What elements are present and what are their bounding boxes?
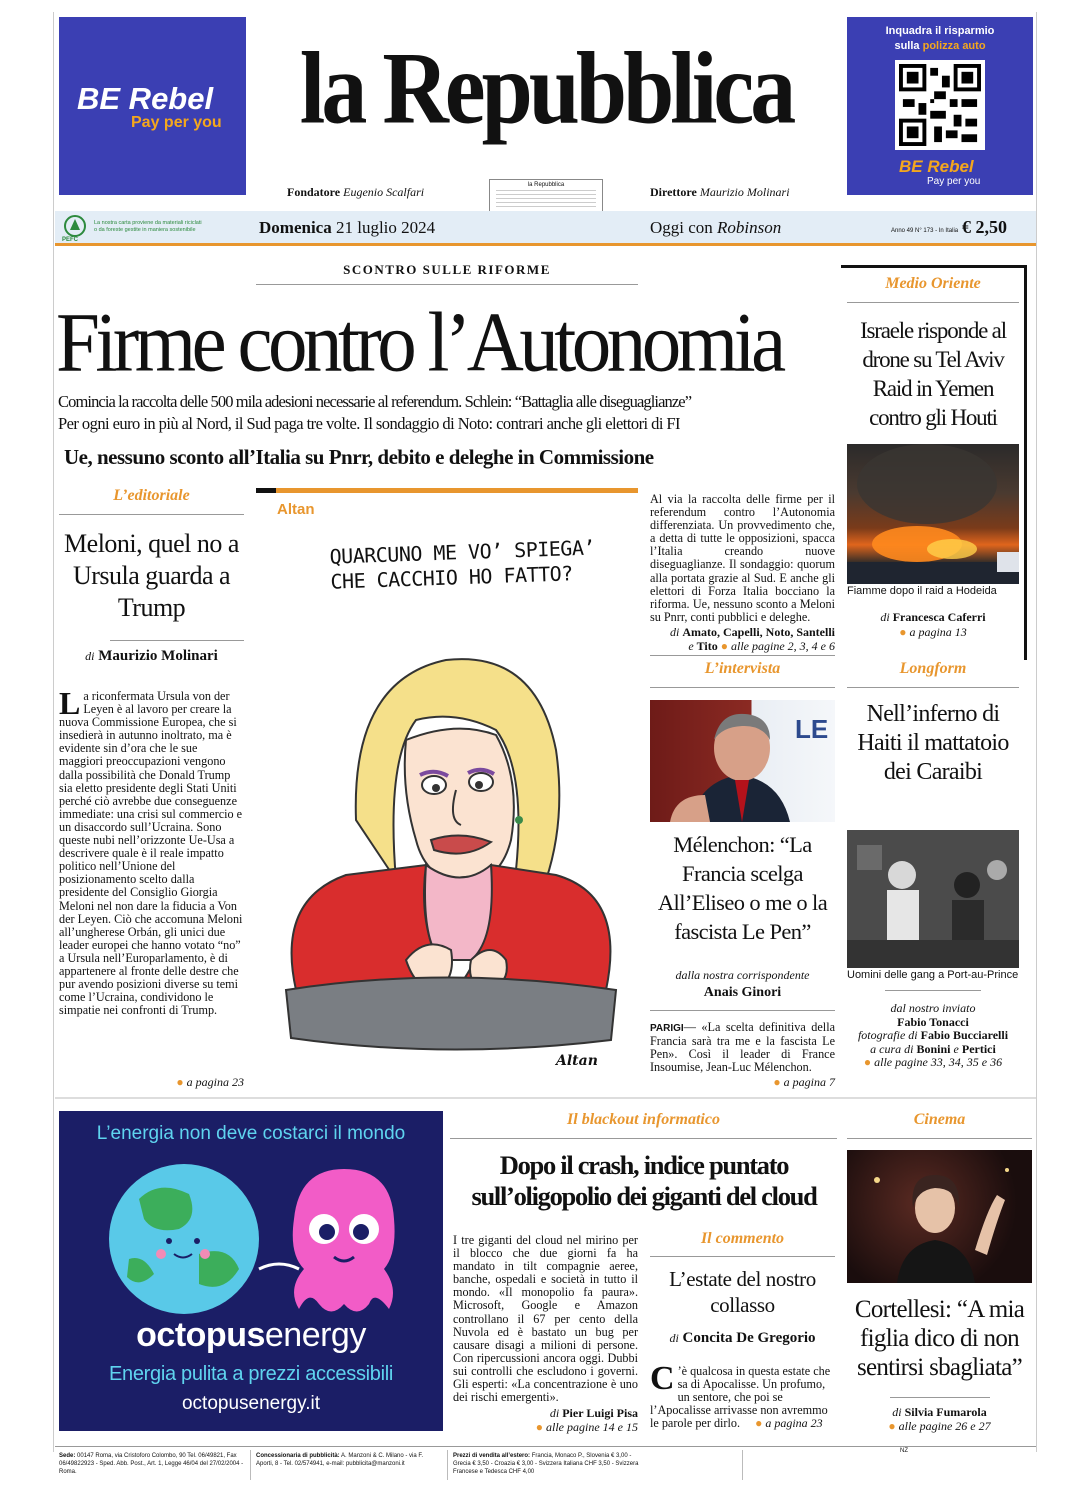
left-frame xyxy=(53,12,54,1452)
comment-page: a pagina 23 xyxy=(765,1416,823,1431)
orange-dot-icon: ● xyxy=(176,1075,184,1089)
lead-body-rule xyxy=(650,655,835,656)
interview-body-text: — «La scelta definitiva della Francia sarà tra me e la fascista Le Pen». Così il leader di France Insoumise, Jean-Luc Mélenchon. xyxy=(650,1020,835,1075)
ad-rebel-right[interactable] xyxy=(847,17,1033,195)
founder-line xyxy=(287,185,424,200)
octopus-brand xyxy=(59,1316,443,1355)
orange-dot-icon: ● xyxy=(535,1420,544,1434)
cartoon-top-bar xyxy=(256,488,638,493)
rebel-tagline: Pay per you xyxy=(131,114,222,131)
longform-by-label: dal nostro inviato xyxy=(890,1001,976,1015)
cloud-rule xyxy=(450,1138,837,1139)
melenchon-photo[interactable] xyxy=(650,700,835,822)
cartoon-speech: QUARCUNO ME VO’ SPIEGA’ CHE CACCHIO HO FATTO? xyxy=(329,535,596,594)
editorial-page-ref xyxy=(59,1075,244,1090)
director-name: Maurizio Molinari xyxy=(699,185,790,199)
cloud-pages: alle pagine 14 e 15 xyxy=(546,1420,638,1434)
photo-sign: LE xyxy=(795,714,829,744)
cartoon-author: Altan xyxy=(277,501,315,518)
cinema-pages: alle pagine 26 e 27 xyxy=(898,1419,991,1433)
interview-author: Anais Ginori xyxy=(703,985,782,1000)
editorial-page: a pagina 23 xyxy=(186,1075,244,1089)
rebel-logo: BE Rebel xyxy=(77,81,214,116)
ad-rebel-line2 xyxy=(847,40,1033,52)
comment-body xyxy=(650,1360,835,1431)
longform-kicker: Longform xyxy=(899,660,967,677)
ad-rebel-right-logo: BE Rebel xyxy=(899,157,974,176)
date-value: 21 luglio 2024 xyxy=(335,218,436,237)
cloud-author: Pier Luigi Pisa xyxy=(562,1406,638,1420)
longform-curated-label: a cura di xyxy=(870,1041,914,1056)
footer-col1-text: 00147 Roma, via Cristoforo Colombo, 90 Tel. 06/49821, Fax 06/49822923 - Sped. Abb. Post., Art. 1, Legge 46/04 del 27/02/2004 - Roma. xyxy=(59,1453,244,1475)
editorial-body-text: a riconfermata Ursula von der Leyen è al lavoro per creare la nuova Commissione Europea, che si insedierà in autunno inoltrato, ma è evidente sin d’ora che le sue maggiori preoccupazioni vengono dalla possibilità che Donald Trump sia eletto presidente degli Stati Uniti perché ciò avrebbe due conseguenze immediate: una crisi sul commercio e un disaccordo sull’Ucraina. Sono queste nubi nell’orizzonte Ue-Usa a descrivere quale è il reale impatto politico nell’Unione del posizionamento scelto dalla presidente del Consiglio Giorgia Meloni nel non dare la fiducia a Von der Leyen. Ciò che accomuna Meloni all’ungherese Orbán, gli unici due leader europei che hanno votato “no” a Ursula nell’Europarlamento, è di appartenere al fronte delle destre che pur avendo posizioni diverse su temi come l’Ucraina, condividono le simpatie nei confronti di Trump. xyxy=(59,689,243,1018)
issue-number: Anno 49 N° 173 - In Italia xyxy=(891,228,959,234)
lead-author2: Tito xyxy=(696,639,718,653)
mideast-by: di xyxy=(880,610,890,624)
cinema-kicker: Cinema xyxy=(913,1111,966,1128)
longform-rule xyxy=(847,687,1019,688)
founder-name: Eugenio Scalfari xyxy=(343,185,425,199)
kicker-rule xyxy=(256,284,638,285)
cloud-kicker: Il blackout informatico xyxy=(567,1111,720,1128)
ad-rebel-right-tagline: Pay per you xyxy=(927,176,981,187)
cinema-author: Silvia Fumarola xyxy=(904,1405,987,1419)
lead-sub3[interactable]: Ue, nessuno sconto all’Italia su Pnrr, debito e deleghe in Commissione xyxy=(64,445,654,469)
longform-curator-and: e xyxy=(953,1041,959,1056)
footer-col2-label: Concessionaria di pubblicità: xyxy=(256,1453,340,1459)
cinema-headline[interactable]: Cortellesi: “A mia figlia dico di non sentirsi sbagliata” xyxy=(854,1296,1025,1381)
cartoon-signature: Altan xyxy=(556,1053,598,1069)
editorial-byline-rule xyxy=(110,640,244,641)
orange-dot-icon: ● xyxy=(720,639,729,653)
ad-rebel-line2b: polizza auto xyxy=(922,40,986,52)
cortellesi-photo[interactable] xyxy=(847,1150,1032,1283)
footer-code: NZ xyxy=(900,1448,908,1454)
editorial-by: di xyxy=(85,649,95,663)
longform-byline-rule xyxy=(885,990,981,991)
interview-body xyxy=(650,1021,835,1074)
interview-kicker: L’intervista xyxy=(704,660,781,677)
price: € 2,50 xyxy=(962,217,1007,237)
octopus-brand-light: energy xyxy=(264,1316,366,1354)
right-frame xyxy=(1036,12,1037,1452)
section-divider xyxy=(55,1097,1036,1099)
comment-page-ref xyxy=(755,1416,823,1430)
editorial-body xyxy=(59,685,244,1018)
footer-col3-text: Francia, Monaco P., Slovenia € 3,00 - Grecia € 3,50 - Croazia € 3,00 - Svizzera Italiana CHF 3,50 - Svizzera Francese e Tedesca CHF 4,00 xyxy=(453,1453,639,1475)
cinema-byline xyxy=(847,1405,1032,1433)
director-label: Direttore xyxy=(650,185,697,199)
mideast-kicker: Medio Oriente xyxy=(885,275,981,292)
lead-pages: alle pagine 2, 3, 4 e 6 xyxy=(731,639,835,653)
cartoon-drawing xyxy=(256,520,638,1085)
lead-sub2: Per ogni euro in più al Nord, il Sud paga tre volte. Il sondaggio di Noto: contrari anche gli elettori di FI xyxy=(58,414,680,433)
longform-byline xyxy=(843,1002,1023,1070)
ad-rebel-line2a: sulla xyxy=(894,40,920,52)
comment-byline xyxy=(650,1330,835,1347)
octopus-url[interactable]: octopusenergy.it xyxy=(181,1393,320,1414)
mideast-author: Francesca Caferri xyxy=(892,610,986,624)
octopus-globe-illustration xyxy=(99,1159,409,1324)
mideast-headline[interactable]: Israele risponde al drone su Tel Aviv Raid in Yemen contro gli Houti xyxy=(860,318,1006,430)
cloud-by: di xyxy=(549,1406,560,1420)
haiti-gang-photo[interactable] xyxy=(847,830,1019,968)
edition-date xyxy=(259,218,435,238)
footer-divider xyxy=(447,1450,448,1480)
cloud-headline[interactable]: Dopo il crash, indice puntato sull’oligopolio dei giganti del cloud xyxy=(471,1150,817,1211)
cinema-byline-rule xyxy=(890,1397,990,1398)
orange-dot-icon: ● xyxy=(755,1416,763,1431)
ad-octopus-energy[interactable] xyxy=(59,1111,443,1431)
with-label: Oggi con xyxy=(650,218,713,237)
longform-headline[interactable]: Nell’inferno di Haiti il mattatoio dei Caraibi xyxy=(857,701,1009,785)
footer-col1 xyxy=(59,1452,249,1476)
insert-mini-masthead: la Repubblica xyxy=(527,182,565,188)
interview-headline[interactable]: Mélenchon: “La Francia scelga All’Eliseo o me o la fascista Le Pen” xyxy=(657,832,828,944)
cloud-byline xyxy=(453,1406,638,1434)
footer-col1-label: Sede: xyxy=(59,1453,76,1459)
cinema-rule xyxy=(847,1138,1032,1139)
director-line xyxy=(650,185,790,200)
editorial-dropcap: L xyxy=(59,685,81,721)
lead-kicker: SCONTRO SULLE RIFORME xyxy=(343,262,551,277)
octopus-top-line: L’energia non deve costarci il mondo xyxy=(96,1123,406,1144)
lead-authors: Amato, Capelli, Noto, Santelli xyxy=(682,625,835,639)
longform-photo-label: fotografie di xyxy=(857,1028,918,1042)
footer-col2-text: A. Manzoni & C. Milano - via F. Aporti, 8 - Tel. 02/574941, e-mail: pubblicita@manzoni.it xyxy=(256,1453,424,1467)
footer-col2 xyxy=(256,1452,441,1468)
masthead-title[interactable]: la Repubblica xyxy=(299,30,793,146)
longform-caption: Uomini delle gang a Port-au-Prince xyxy=(847,969,1019,981)
qr-code-icon xyxy=(899,64,981,146)
editorial-rule xyxy=(59,514,244,515)
orange-dot-icon: ● xyxy=(863,1055,872,1069)
fire-smoke-graphic xyxy=(847,444,1019,584)
orange-dot-icon: ● xyxy=(888,1419,896,1433)
longform-photographer: Fabio Bucciarelli xyxy=(920,1028,1009,1042)
cinema-by: di xyxy=(892,1405,902,1419)
lead-and: e xyxy=(688,639,694,653)
editorial-headline[interactable]: Meloni, quel no a Ursula guarda a Trump xyxy=(64,529,239,622)
cloud-body: I tre giganti del cloud nel mirino per il blocco che due giorni fa ha mandato in tilt compagnie aeree, banche, ospedali e società in tutto il mondo. «Il monopolio fa paura». Microsoft, Google e Amazon controllano il 67 per cento della Nuvola ed è bastato un bug per causare disagi a milioni di persone. Con ripercussioni ancora oggi. Dubbi sui controlli che escludono i governi. Gli esperti: «La concentrazione è uno dei rischi emergenti». xyxy=(453,1233,638,1405)
octopus-brand-bold: octopus xyxy=(136,1316,265,1354)
mideast-caption: Fiamme dopo il raid a Hodeida xyxy=(847,585,997,597)
footer-rule xyxy=(55,1446,1036,1447)
with-insert xyxy=(650,218,781,238)
interview-place: PARIGI xyxy=(650,1023,684,1034)
longform-curator2: Pertici xyxy=(961,1041,996,1056)
editorial-byline xyxy=(59,648,244,665)
orange-dot-icon: ● xyxy=(773,1075,781,1089)
insert-lines xyxy=(496,190,596,210)
cortellesi-figure xyxy=(847,1150,1032,1283)
lead-body: Al via la raccolta delle firme per il referendum contro l’Autonomia differenziata. Un provvedimento che, a detta di tutte le opposizioni, spacca l’Italia creando nuove diseguaglianze. Il sondaggio: quorum alla portata grazie al Sud. E anche gli elettori di Forza Italia bocciano la riforma. Ue, nessuno sconto a Meloni su Pnrr, conti pubblici e deleghe. xyxy=(650,492,835,624)
mideast-page: a pagina 13 xyxy=(909,625,967,639)
founder-label: Fondatore xyxy=(287,185,341,199)
mideast-rule xyxy=(847,302,1019,303)
ad-rebel-left[interactable] xyxy=(59,17,246,195)
longform-author: Fabio Tonacci xyxy=(897,1014,969,1029)
footer-col3-label: Prezzi di vendita all’estero: xyxy=(453,1453,531,1459)
lead-by: di xyxy=(669,625,680,639)
interview-page-ref xyxy=(650,1075,835,1090)
footer-col3 xyxy=(453,1452,648,1476)
gang-members-graphic xyxy=(847,830,1019,968)
footer-divider xyxy=(250,1450,251,1480)
editorial-author: Maurizio Molinari xyxy=(98,648,218,664)
lead-sub1: Comincia la raccolta delle 500 mila adesioni necessarie al referendum. Schlein: “Battaglia alle diseguaglianze” xyxy=(58,392,692,411)
cartoon[interactable] xyxy=(256,520,638,1085)
pefc-label: PEFC xyxy=(62,237,79,243)
octopus-tagline: Energia pulita a prezzi accessibili xyxy=(108,1363,394,1385)
editorial-kicker: L’editoriale xyxy=(113,487,190,504)
comment-dropcap: C xyxy=(650,1360,675,1397)
lead-byline xyxy=(650,625,835,653)
pefc-text: La nostra carta proviene da materiali riciclati o da foreste gestite in maniera sostenibile xyxy=(94,220,202,233)
interview-rule xyxy=(650,687,835,688)
ad-rebel-line1: Inquadra il risparmio xyxy=(885,25,995,37)
comment-kicker: Il commento xyxy=(700,1230,785,1247)
footer-divider xyxy=(742,1450,743,1480)
orange-dot-icon: ● xyxy=(899,625,907,639)
hodeida-fire-photo[interactable] xyxy=(847,444,1019,584)
interview-page: a pagina 7 xyxy=(783,1075,835,1089)
comment-rule xyxy=(650,1256,835,1257)
comment-author: Concita De Gregorio xyxy=(682,1330,816,1346)
interview-by-label: dalla nostra corrispondente xyxy=(675,968,810,982)
comment-body-text: ’è qualcosa in questa estate che sa di Apocalisse. Un profumo, un sentore, che poi se l’Apocalisse arrivasse non avremmo le parole per dirlo. xyxy=(650,1364,831,1431)
qr-code[interactable] xyxy=(895,60,985,150)
mideast-byline xyxy=(847,610,1019,640)
comment-headline[interactable]: L’estate del nostro collasso xyxy=(669,1267,816,1317)
interview-byline-rule xyxy=(650,1010,835,1011)
comment-by: di xyxy=(669,1331,679,1345)
with-name: Robinson xyxy=(717,218,782,237)
longform-pages: alle pagine 33, 34, 35 e 36 xyxy=(874,1055,1003,1069)
date-prefix: Domenica xyxy=(259,218,332,237)
lead-headline[interactable]: Firme contro l’Autonomia xyxy=(56,296,782,390)
longform-curator1: Bonini xyxy=(916,1041,951,1056)
